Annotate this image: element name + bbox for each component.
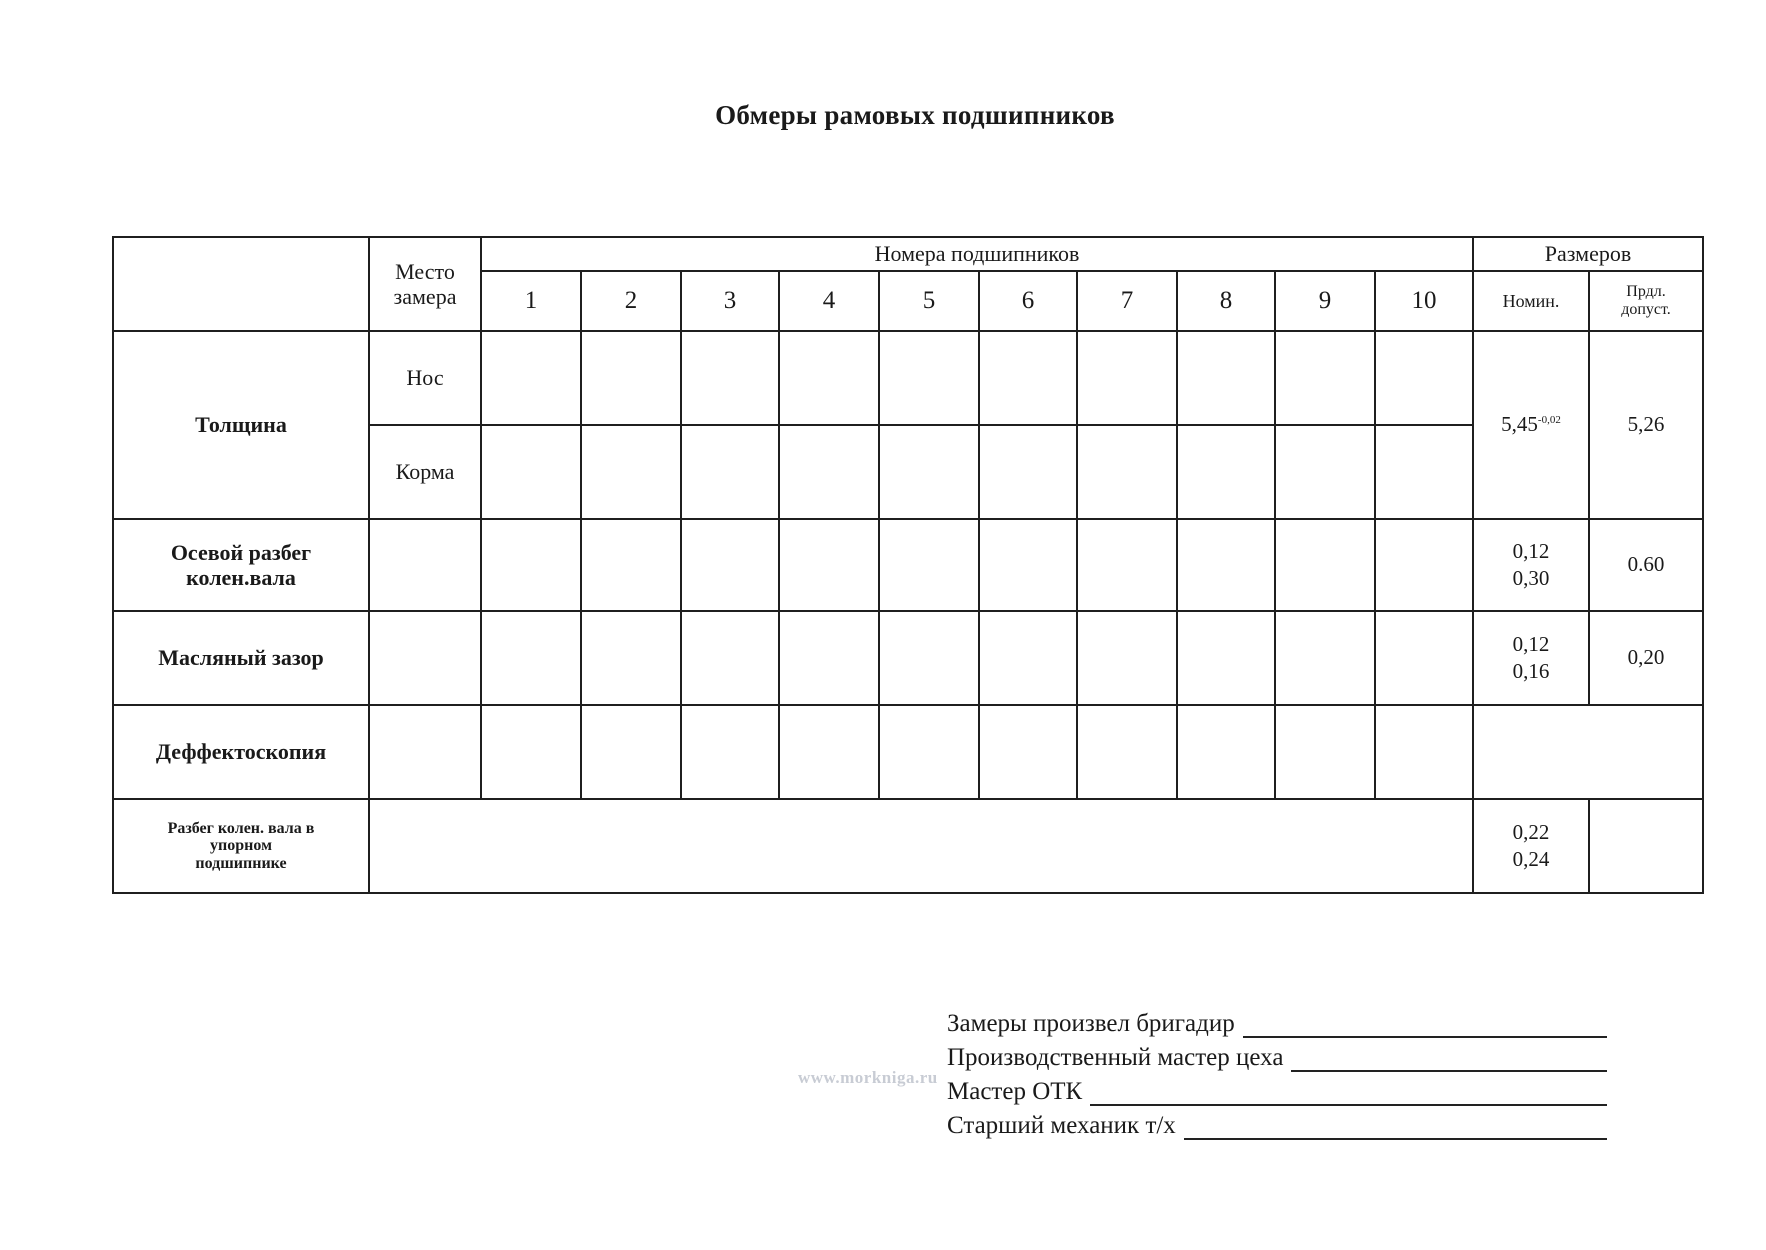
place-stern: Корма bbox=[369, 425, 481, 519]
empty-cell bbox=[481, 705, 581, 799]
empty-cell bbox=[681, 611, 779, 705]
empty-cell bbox=[1473, 705, 1703, 799]
empty-cell bbox=[1077, 705, 1177, 799]
empty-cell bbox=[1077, 611, 1177, 705]
empty-cell bbox=[1375, 331, 1473, 425]
empty-cell bbox=[1177, 425, 1275, 519]
empty-cell bbox=[979, 331, 1077, 425]
oil-gap-nominal: 0,12 0,16 bbox=[1473, 611, 1589, 705]
bearing-number: 4 bbox=[779, 271, 879, 331]
empty-cell bbox=[979, 611, 1077, 705]
empty-cell bbox=[979, 425, 1077, 519]
document-title: Обмеры рамовых подшипников bbox=[715, 100, 1115, 130]
empty-cell bbox=[879, 611, 979, 705]
empty-cell bbox=[879, 705, 979, 799]
bearing-numbers-header: Номера подшипников bbox=[481, 237, 1473, 271]
empty-cell bbox=[369, 799, 1473, 893]
row-label-oil-gap: Масляный зазор bbox=[113, 611, 369, 705]
limit-header: Прдл. допуст. bbox=[1589, 271, 1703, 331]
empty-cell bbox=[581, 331, 681, 425]
empty-cell bbox=[581, 425, 681, 519]
empty-cell bbox=[879, 425, 979, 519]
empty-cell bbox=[581, 611, 681, 705]
row-label-defectoscopy: Деффектоскопия bbox=[113, 705, 369, 799]
empty-cell bbox=[1275, 705, 1375, 799]
empty-cell bbox=[879, 519, 979, 611]
signature-blank bbox=[1184, 1120, 1607, 1140]
empty-cell bbox=[779, 611, 879, 705]
empty-cell bbox=[581, 519, 681, 611]
empty-cell bbox=[681, 425, 779, 519]
place-header: Место замера bbox=[369, 237, 481, 331]
bearing-number: 5 bbox=[879, 271, 979, 331]
place-nose: Нос bbox=[369, 331, 481, 425]
bearing-measurements-table bbox=[112, 236, 1704, 894]
table-row bbox=[113, 799, 1703, 893]
corner-cell bbox=[113, 237, 369, 331]
empty-cell bbox=[481, 519, 581, 611]
sizes-header: Размеров bbox=[1473, 237, 1703, 271]
table-row bbox=[113, 331, 1703, 425]
signature-line bbox=[947, 1010, 1607, 1038]
signature-blank bbox=[1243, 1018, 1607, 1038]
bearing-number: 9 bbox=[1275, 271, 1375, 331]
bearing-number: 8 bbox=[1177, 271, 1275, 331]
bearing-number: 6 bbox=[979, 271, 1077, 331]
empty-cell bbox=[681, 519, 779, 611]
empty-cell bbox=[1177, 705, 1275, 799]
signature-line bbox=[947, 1112, 1607, 1140]
empty-cell bbox=[1589, 799, 1703, 893]
thrust-nominal: 0,22 0,24 bbox=[1473, 799, 1589, 893]
empty-cell bbox=[779, 519, 879, 611]
signature-blank bbox=[1090, 1086, 1607, 1106]
row-label-thickness: Толщина bbox=[113, 331, 369, 519]
bearing-number: 10 bbox=[1375, 271, 1473, 331]
empty-cell bbox=[681, 705, 779, 799]
empty-cell bbox=[369, 705, 481, 799]
empty-cell bbox=[369, 519, 481, 611]
bearing-number: 3 bbox=[681, 271, 779, 331]
empty-cell bbox=[481, 611, 581, 705]
empty-cell bbox=[1375, 611, 1473, 705]
empty-cell bbox=[1177, 611, 1275, 705]
signature-line bbox=[947, 1078, 1607, 1106]
axial-limit: 0.60 bbox=[1589, 519, 1703, 611]
signature-label: Замеры произвел бригадир bbox=[947, 1010, 1235, 1037]
axial-nominal: 0,12 0,30 bbox=[1473, 519, 1589, 611]
empty-cell bbox=[1177, 519, 1275, 611]
bearing-number: 1 bbox=[481, 271, 581, 331]
empty-cell bbox=[1077, 425, 1177, 519]
thickness-nominal: $5,45^{-0,02}$ bbox=[1473, 331, 1589, 519]
empty-cell bbox=[779, 331, 879, 425]
row-label-axial-play: Осевой разбег колен.вала bbox=[113, 519, 369, 611]
bearing-number: 2 bbox=[581, 271, 681, 331]
watermark: www.morkniga.ru bbox=[798, 1068, 938, 1087]
empty-cell bbox=[779, 425, 879, 519]
empty-cell bbox=[779, 705, 879, 799]
empty-cell bbox=[1275, 519, 1375, 611]
signature-label: Производственный мастер цеха bbox=[947, 1044, 1284, 1071]
empty-cell bbox=[1375, 705, 1473, 799]
empty-cell bbox=[369, 611, 481, 705]
empty-cell bbox=[1077, 331, 1177, 425]
table-row bbox=[113, 705, 1703, 799]
empty-cell bbox=[1375, 425, 1473, 519]
bearing-number: 7 bbox=[1077, 271, 1177, 331]
table-row bbox=[113, 519, 1703, 611]
empty-cell bbox=[1275, 611, 1375, 705]
empty-cell bbox=[481, 331, 581, 425]
signature-line bbox=[947, 1044, 1607, 1072]
oil-gap-limit: 0,20 bbox=[1589, 611, 1703, 705]
signature-blank bbox=[1291, 1052, 1607, 1072]
empty-cell bbox=[879, 331, 979, 425]
empty-cell bbox=[1275, 425, 1375, 519]
signature-label: Старший механик т/х bbox=[947, 1112, 1176, 1139]
empty-cell bbox=[1077, 519, 1177, 611]
empty-cell bbox=[1375, 519, 1473, 611]
empty-cell bbox=[481, 425, 581, 519]
empty-cell bbox=[1275, 331, 1375, 425]
table-row bbox=[113, 611, 1703, 705]
empty-cell bbox=[681, 331, 779, 425]
empty-cell bbox=[979, 705, 1077, 799]
empty-cell bbox=[581, 705, 681, 799]
empty-cell bbox=[979, 519, 1077, 611]
row-label-thrust-play: Разбег колен. вала в упорном подшипнике bbox=[113, 799, 369, 893]
thickness-limit: 5,26 bbox=[1589, 331, 1703, 519]
empty-cell bbox=[1177, 331, 1275, 425]
signature-label: Мастер ОТК bbox=[947, 1078, 1083, 1105]
nominal-header: Номин. bbox=[1473, 271, 1589, 331]
